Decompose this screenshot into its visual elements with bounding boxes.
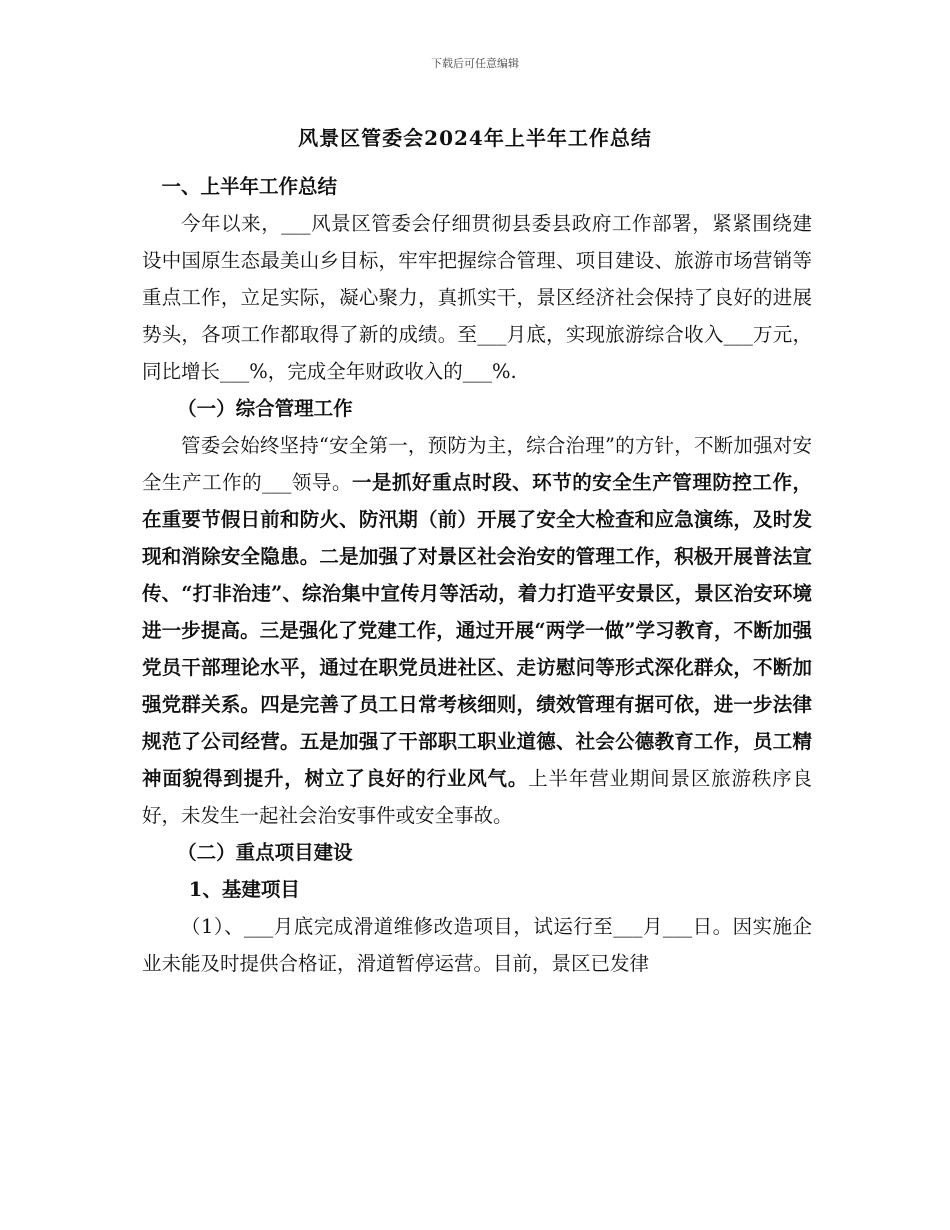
document-body: [142, 168, 812, 982]
page-title: 风景区管委会2024年上半年工作总结: [298, 126, 652, 150]
section-heading-1: 一、上半年工作总结: [161, 175, 338, 198]
item1-paragraph: （1）、___月底完成滑道维修改造项目，试运行至___月___日。因实施企业未能及时提供合格证，滑道暂停运营。目前，景区已发律: [142, 915, 812, 975]
subsection1-intro: 管委会始终坚持“安全第一，预防为主，综合治理”的方针，不断加强对安全生产工作的___领导。: [142, 434, 812, 494]
header-note: 下载后可任意编辑: [431, 57, 519, 70]
subsection1-ending: 上半年营业期间景区旅游秩序良好，未发生一起社会治安事件或安全事故。: [142, 767, 812, 827]
section1-paragraph: 今年以来，___风景区管委会仔细贯彻县委县政府工作部署，紧紧围绕建设中国原生态最美山乡目标，牢牢把握综合管理、项目建设、旅游市场营销等重点工作，立足实际，凝心聚力，真抓实干，景区经济社会保持了良好的进展势头，各项工作都取得了新的成绩。至___月底，实现旅游综合收入___万元，同比增长___%，完成全年财政收入的___%.: [142, 212, 812, 383]
subsection1-paragraph: [142, 427, 812, 834]
subsection-heading-2: （二）重点项目建设: [177, 841, 353, 864]
item-heading-1: 1、基建项目: [188, 878, 300, 901]
subsection-heading-1: （一）综合管理工作: [177, 397, 353, 420]
subsection1-bold-text: 一是抓好重点时段、环节的安全生产管理防控工作，在重要节假日前和防火、防汛期（前）开展了安全大检查和应急演练，及时发现和消除安全隐患。二是加强了对景区社会治安的管理工作，积极开展普法宣传、“打非治违”、综治集中宣传月等活动，着力打造平安景区，景区治安环境进一步提高。三是强化了党建工作，通过开展“两学一做”学习教育，不断加强党员干部理论水平，通过在职党员进社区、走访慰问等形式深化群众，不断加强党群关系。四是完善了员工日常考核细则，绩效管理有据可依，进一步法律规范了公司经营。五是加强了干部职工职业道德、社会公德教育工作，员工精神面貌得到提升，树立了良好的行业风气。: [142, 471, 812, 790]
